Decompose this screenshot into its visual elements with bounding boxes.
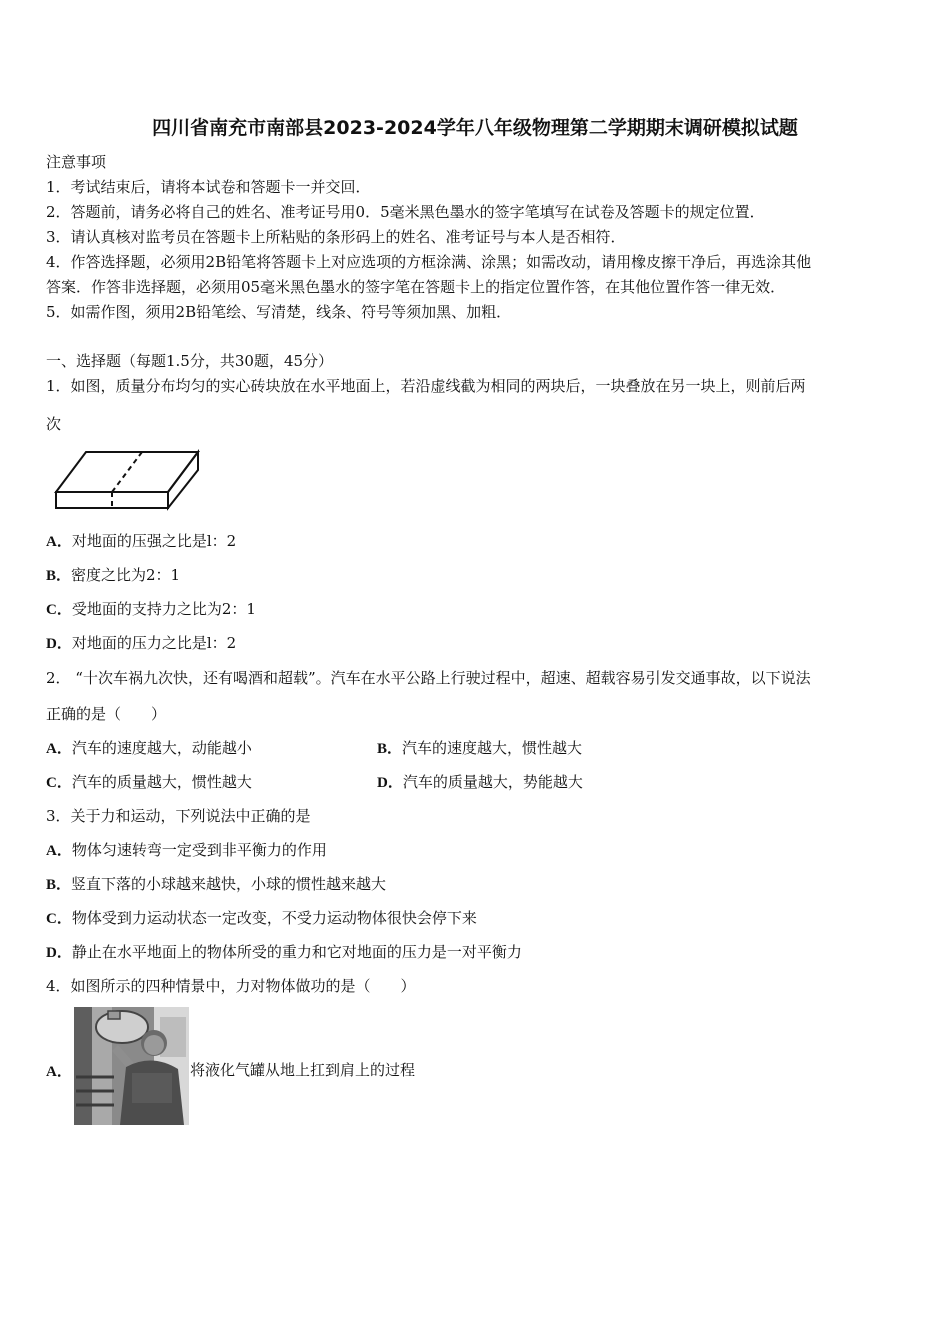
- q1-option-a: A．对地面的压强之比是l：2: [46, 532, 237, 550]
- notice-item: 答案．作答非选择题，必须用05毫米黑色墨水的签字笔在答题卡上的指定位置作答，在其他位置作答一律无效．: [46, 278, 786, 296]
- q4-option-a-label: A．: [46, 1064, 72, 1080]
- q1-stem-cont: 次: [46, 415, 62, 433]
- q2-stem: 2． “十次车祸九次快，还有喝酒和超载”。汽车在水平公路上行驶过程中，超速、超载容易引发交通事故，以下说法: [46, 669, 811, 687]
- notice-item: 5．如需作图，须用2B铅笔绘、写清楚，线条、符号等须加黑、加粗．: [46, 303, 512, 321]
- notice-item: 1．考试结束后，请将本试卷和答题卡一并交回．: [46, 178, 371, 196]
- q3-option-c: C．物体受到力运动状态一定改变，不受力运动物体很快会停下来: [46, 909, 477, 927]
- q4-stem: 4．如图所示的四种情景中，力对物体做功的是（ ）: [46, 977, 416, 995]
- q3-stem: 3．关于力和运动，下列说法中正确的是: [46, 807, 311, 825]
- notice-item: 2．答题前，请务必将自己的姓名、准考证号用0．5毫米黑色墨水的签字笔填写在试卷及答题卡的规定位置．: [46, 203, 765, 221]
- q2-option-b: B．汽车的速度越大，惯性越大: [377, 739, 583, 757]
- q4-option-a-text: 将液化气罐从地上扛到肩上的过程: [190, 1061, 416, 1079]
- q1-stem: 1．如图，质量分布均匀的实心砖块放在水平地面上，若沿虚线截为相同的两块后，一块叠放在另一块上，则前后两: [46, 377, 806, 395]
- q3-option-d: D．静止在水平地面上的物体所受的重力和它对地面的压力是一对平衡力: [46, 943, 522, 961]
- cut-dashed-line: [112, 452, 142, 492]
- q3-option-b: B．竖直下落的小球越来越快，小球的惯性越来越大: [46, 875, 387, 893]
- notice-item: 3．请认真核对监考员在答题卡上所粘贴的条形码上的姓名、准考证号与本人是否相符．: [46, 228, 626, 246]
- gas-tank-photo: [74, 1007, 189, 1125]
- q2-option-a: A．汽车的速度越大，动能越小: [46, 739, 252, 757]
- q1-option-d: D．对地面的压力之比是l：2: [46, 634, 237, 652]
- q1-option-c: C．受地面的支持力之比为2：1: [46, 600, 256, 618]
- brick-diagram: [52, 448, 202, 512]
- brick-top-face: [56, 452, 198, 492]
- q1-option-b: B．密度之比为2：1: [46, 566, 181, 584]
- notice-item: 4．作答选择题，必须用2B铅笔将答题卡上对应选项的方框涂满、涂黑；如需改动，请用橡皮擦干净后，再选涂其他: [46, 253, 812, 271]
- brick-side-face: [168, 452, 198, 508]
- q2-option-c: C．汽车的质量越大，惯性越大: [46, 773, 252, 791]
- q2-stem-cont: 正确的是（ ）: [46, 705, 167, 723]
- q3-option-a: A．物体匀速转弯一定受到非平衡力的作用: [46, 841, 327, 859]
- q2-option-d: D．汽车的质量越大，势能越大: [377, 773, 583, 791]
- notice-heading: 注意事项: [46, 153, 107, 171]
- page-title: 四川省南充市南部县2023-2024学年八年级物理第二学期期末调研模拟试题: [152, 117, 798, 139]
- section-heading: 一、选择题（每题1.5分，共30题，45分）: [46, 352, 334, 370]
